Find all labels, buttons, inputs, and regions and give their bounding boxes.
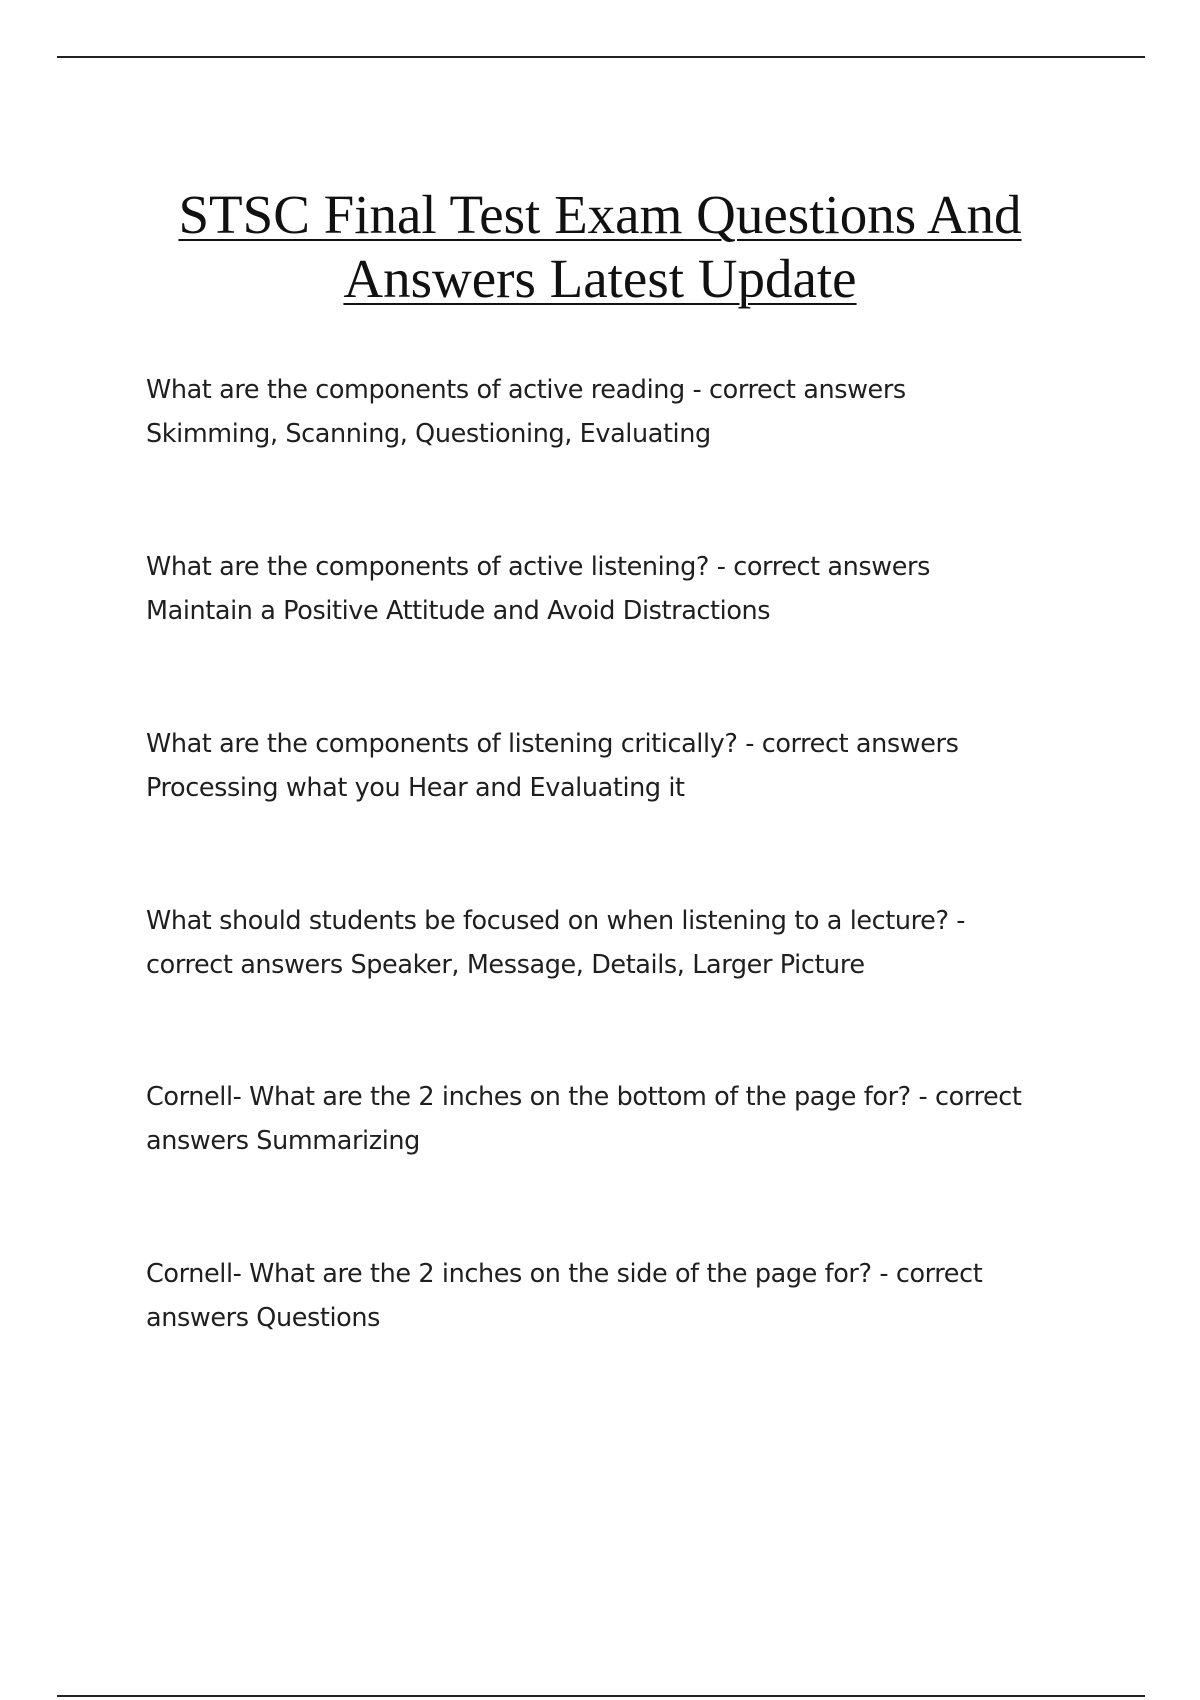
top-rule — [57, 56, 1145, 58]
qa-item — [146, 368, 1086, 456]
bottom-rule — [57, 1695, 1145, 1697]
qa-item — [146, 722, 1086, 810]
qa-question-line: What should students be focused on when listening to a lecture? - — [146, 906, 966, 936]
qa-question-line: Cornell- What are the 2 inches on the bottom of the page for? - correct — [146, 1082, 1022, 1112]
title-line-1: STSC Final Test Exam Questions And — [178, 183, 1022, 245]
qa-item — [146, 545, 1086, 633]
qa-item — [146, 1252, 1086, 1340]
qa-question-line: Cornell- What are the 2 inches on the side of the page for? - correct — [146, 1259, 983, 1289]
qa-question-line: What are the components of active listening? - correct answers — [146, 552, 931, 582]
qa-answer-line: answers Summarizing — [146, 1126, 420, 1156]
qa-answer-line: Processing what you Hear and Evaluating it — [146, 773, 685, 803]
qa-answer-line: correct answers Speaker, Message, Details, Larger Picture — [146, 950, 865, 980]
qa-item — [146, 899, 1086, 987]
qa-answer-line: Maintain a Positive Attitude and Avoid Distractions — [146, 596, 771, 626]
qa-question-line: What are the components of active reading - correct answers — [146, 375, 906, 405]
qa-question-line: What are the components of listening critically? - correct answers — [146, 729, 959, 759]
title-line-2: Answers Latest Update — [343, 247, 857, 309]
document-title — [120, 183, 1080, 311]
qa-answer-line: answers Questions — [146, 1303, 381, 1333]
qa-answer-line: Skimming, Scanning, Questioning, Evaluating — [146, 419, 711, 449]
qa-item — [146, 1075, 1086, 1163]
